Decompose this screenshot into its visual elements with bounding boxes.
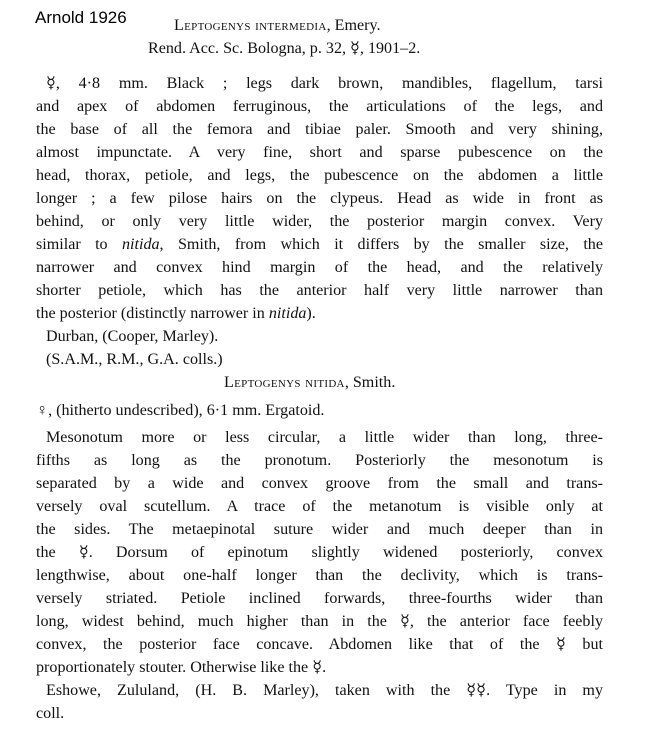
description-line: convex, the posterior face concave. Abdomen like that of the ☿ but — [36, 636, 603, 653]
species-name: Leptogenys intermedia — [174, 17, 327, 34]
description-line: behind, or only very little wider, the posterior margin convex. Very — [36, 213, 603, 230]
description-line: almost impunctate. A very fine, short and sparse pubescence on the — [36, 144, 603, 161]
text-run: ). — [306, 305, 316, 322]
locality-line: Durban, (Cooper, Marley). — [46, 328, 219, 345]
description-line — [36, 302, 316, 325]
italic-name: nitida — [268, 305, 307, 322]
text-run: , Smith, from which it differs by the smaller size, the — [159, 236, 603, 253]
description-line: Mesonotum more or less circular, a little wider than long, three- — [46, 429, 603, 446]
description-line: longer ; a few pilose hairs on the clypeus. Head as wide in front as — [36, 190, 603, 207]
collections-line: (S.A.M., R.M., G.A. colls.) — [46, 351, 223, 368]
type-locality-line: Eshowe, Zululand, (H. B. Marley), taken with the ☿☿. Type in my — [46, 682, 603, 699]
description-line: ☿, 4·8 mm. Black ; legs dark brown, mandibles, flagellum, tarsi — [46, 75, 603, 92]
species-reference: Rend. Acc. Sc. Bologna, p. 32, ☿, 1901–2. — [148, 40, 421, 57]
description-line: the ☿. Dorsum of epinotum slightly widened posteriorly, convex — [36, 544, 603, 561]
description-line: separated by a wide and convex groove from the small and trans- — [36, 475, 603, 492]
text-run: the posterior (distinctly narrower in — [36, 305, 269, 322]
description-line: the base of all the femora and tibiae paler. Smooth and very shining, — [36, 121, 603, 138]
citation-label: Arnold 1926 — [35, 8, 127, 27]
species-author: , Smith. — [344, 374, 396, 391]
description-line: long, widest behind, much higher than in the ☿, the anterior face feebly — [36, 613, 603, 630]
description-line: shorter petiole, which has the anterior half very little narrower than — [36, 282, 603, 299]
species-name: Leptogenys nitida — [224, 374, 345, 391]
description-line: lengthwise, about one-half longer than the declivity, which is trans- — [36, 567, 603, 584]
italic-name: nitida — [121, 236, 160, 253]
type-locality-line-end: coll. — [36, 705, 65, 722]
description-line: narrower and convex hind margin of the head, and the relatively — [36, 259, 603, 276]
species-title-nitida — [224, 371, 395, 394]
description-line — [36, 233, 603, 256]
description-line: proportionately stouter. Otherwise like the ☿. — [36, 659, 327, 676]
description-line: ♀, (hitherto undescribed), 6·1 mm. Ergatoid. — [36, 402, 325, 419]
species-title-intermedia — [174, 14, 381, 37]
text-run: similar to — [36, 236, 122, 253]
description-line: versely striated. Petiole inclined forwards, three-fourths wider than — [36, 590, 603, 607]
description-line: versely oval scutellum. A trace of the metanotum is visible only at — [36, 498, 603, 515]
description-line: the sides. The metaepinotal suture wider and much deeper than in — [36, 521, 603, 538]
description-line: and apex of abdomen ferruginous, the articulations of the legs, and — [36, 98, 603, 115]
species-author: , Emery. — [326, 17, 381, 34]
description-line: fifths as long as the pronotum. Posteriorly the mesonotum is — [36, 452, 603, 469]
description-line: head, thorax, petiole, and legs, the pubescence on the abdomen a little — [36, 167, 603, 184]
